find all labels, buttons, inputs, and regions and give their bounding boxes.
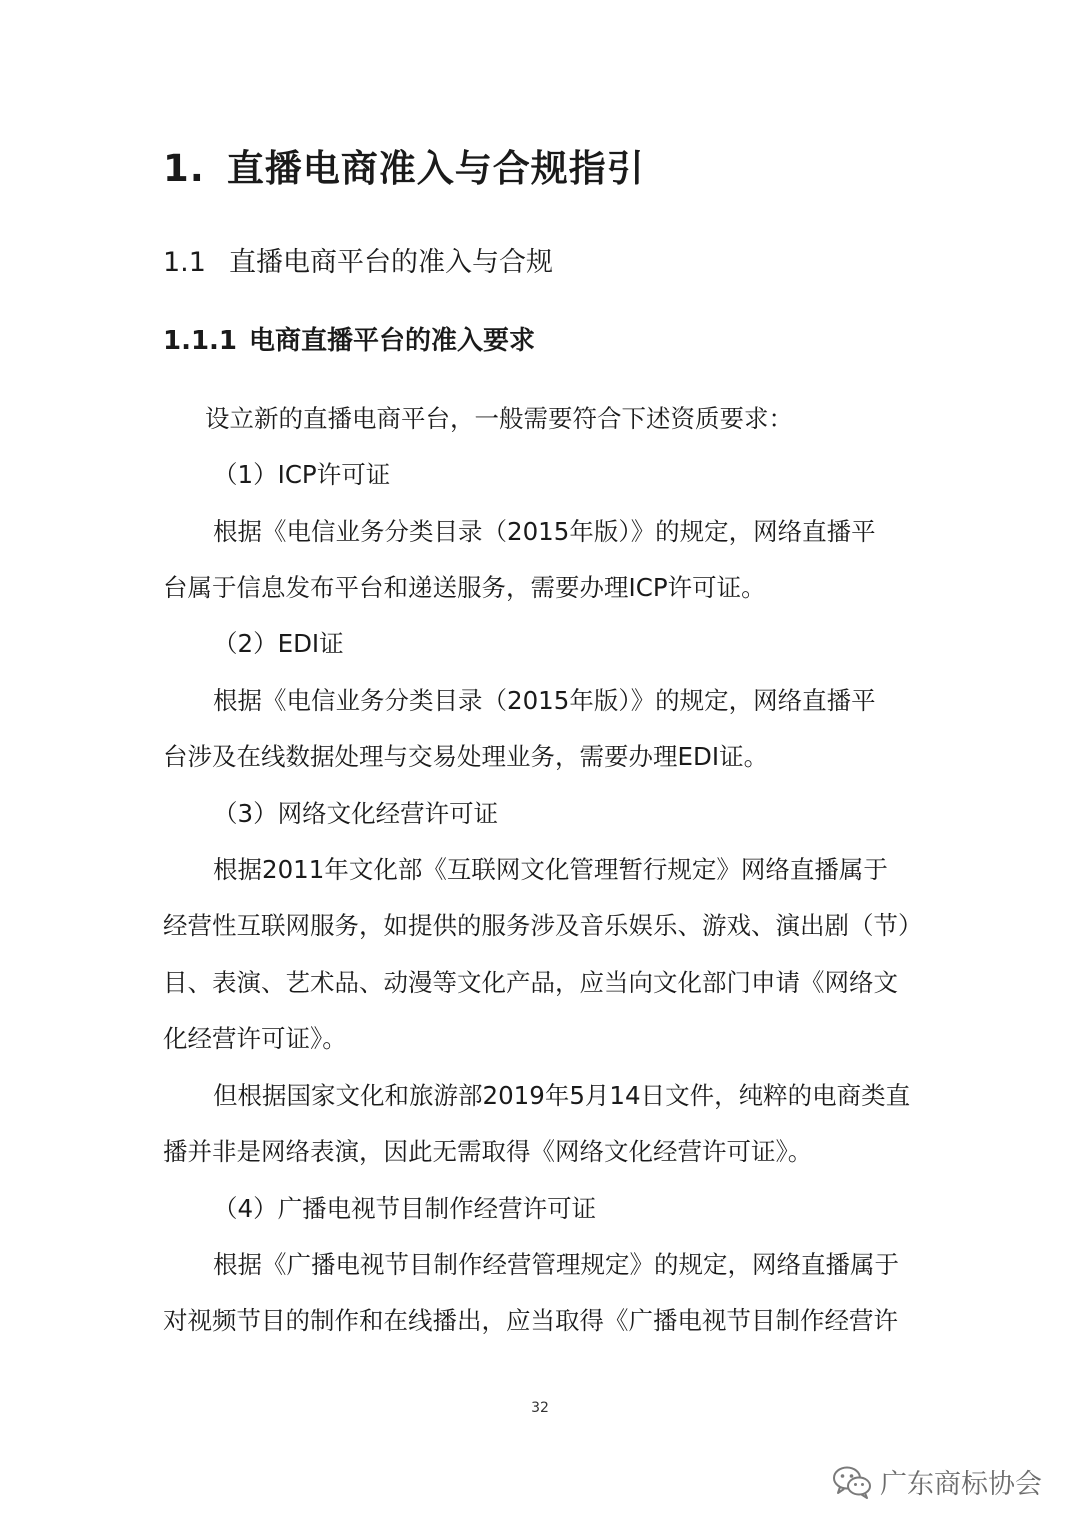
heading-level-3: [163, 320, 535, 357]
body-line: 但根据国家文化和旅游部2019年5月14日文件，纯粹的电商类直: [213, 1081, 911, 1110]
list-item-heading: （4）广播电视节目制作经营许可证: [213, 1194, 597, 1223]
heading-level-2: [163, 240, 553, 279]
body-line: 经营性互联网服务，如提供的服务涉及音乐娱乐、游戏、演出剧（节）: [163, 911, 923, 940]
watermark-text: 广东商标协会: [880, 1469, 1042, 1500]
body-line: 台属于信息发布平台和递送服务，需要办理ICP许可证。: [163, 573, 766, 602]
body-line: 设立新的直播电商平台，一般需要符合下述资质要求：: [205, 404, 793, 433]
list-item-heading: （1）ICP许可证: [213, 460, 391, 489]
heading-2-number: 1.1: [163, 247, 206, 278]
list-item-heading: （2）EDI证: [213, 629, 344, 658]
body-line: 根据《电信业务分类目录（2015年版）》的规定，网络直播平: [213, 686, 876, 715]
body-line: 对视频节目的制作和在线播出，应当取得《广播电视节目制作经营许: [163, 1306, 898, 1335]
body-line: 根据2011年文化部《互联网文化管理暂行规定》网络直播属于: [213, 855, 888, 884]
body-line: 根据《电信业务分类目录（2015年版）》的规定，网络直播平: [213, 517, 876, 546]
heading-3-title: 电商直播平台的准入要求: [249, 326, 536, 356]
heading-1-title: 直播电商准入与合规指引: [226, 147, 645, 190]
page-number: 32: [531, 1400, 549, 1416]
body-line: 化经营许可证》。: [163, 1024, 347, 1053]
body-line: 根据《广播电视节目制作经营管理规定》的规定，网络直播属于: [213, 1250, 899, 1279]
heading-level-1: [163, 138, 645, 192]
watermark: [832, 1462, 1042, 1501]
heading-2-title: 直播电商平台的准入与合规: [229, 247, 553, 278]
body-line: 目、表演、艺术品、动漫等文化产品，应当向文化部门申请《网络文: [163, 968, 898, 997]
wechat-icon: [832, 1465, 872, 1499]
body-line: 播并非是网络表演，因此无需取得《网络文化经营许可证》。: [163, 1137, 813, 1166]
heading-3-number: 1.1.1: [163, 326, 238, 356]
list-item-heading: （3）网络文化经营许可证: [213, 799, 499, 828]
body-line: 台涉及在线数据处理与交易处理业务，需要办理EDI证。: [163, 742, 769, 771]
heading-1-number: 1.: [163, 147, 205, 190]
